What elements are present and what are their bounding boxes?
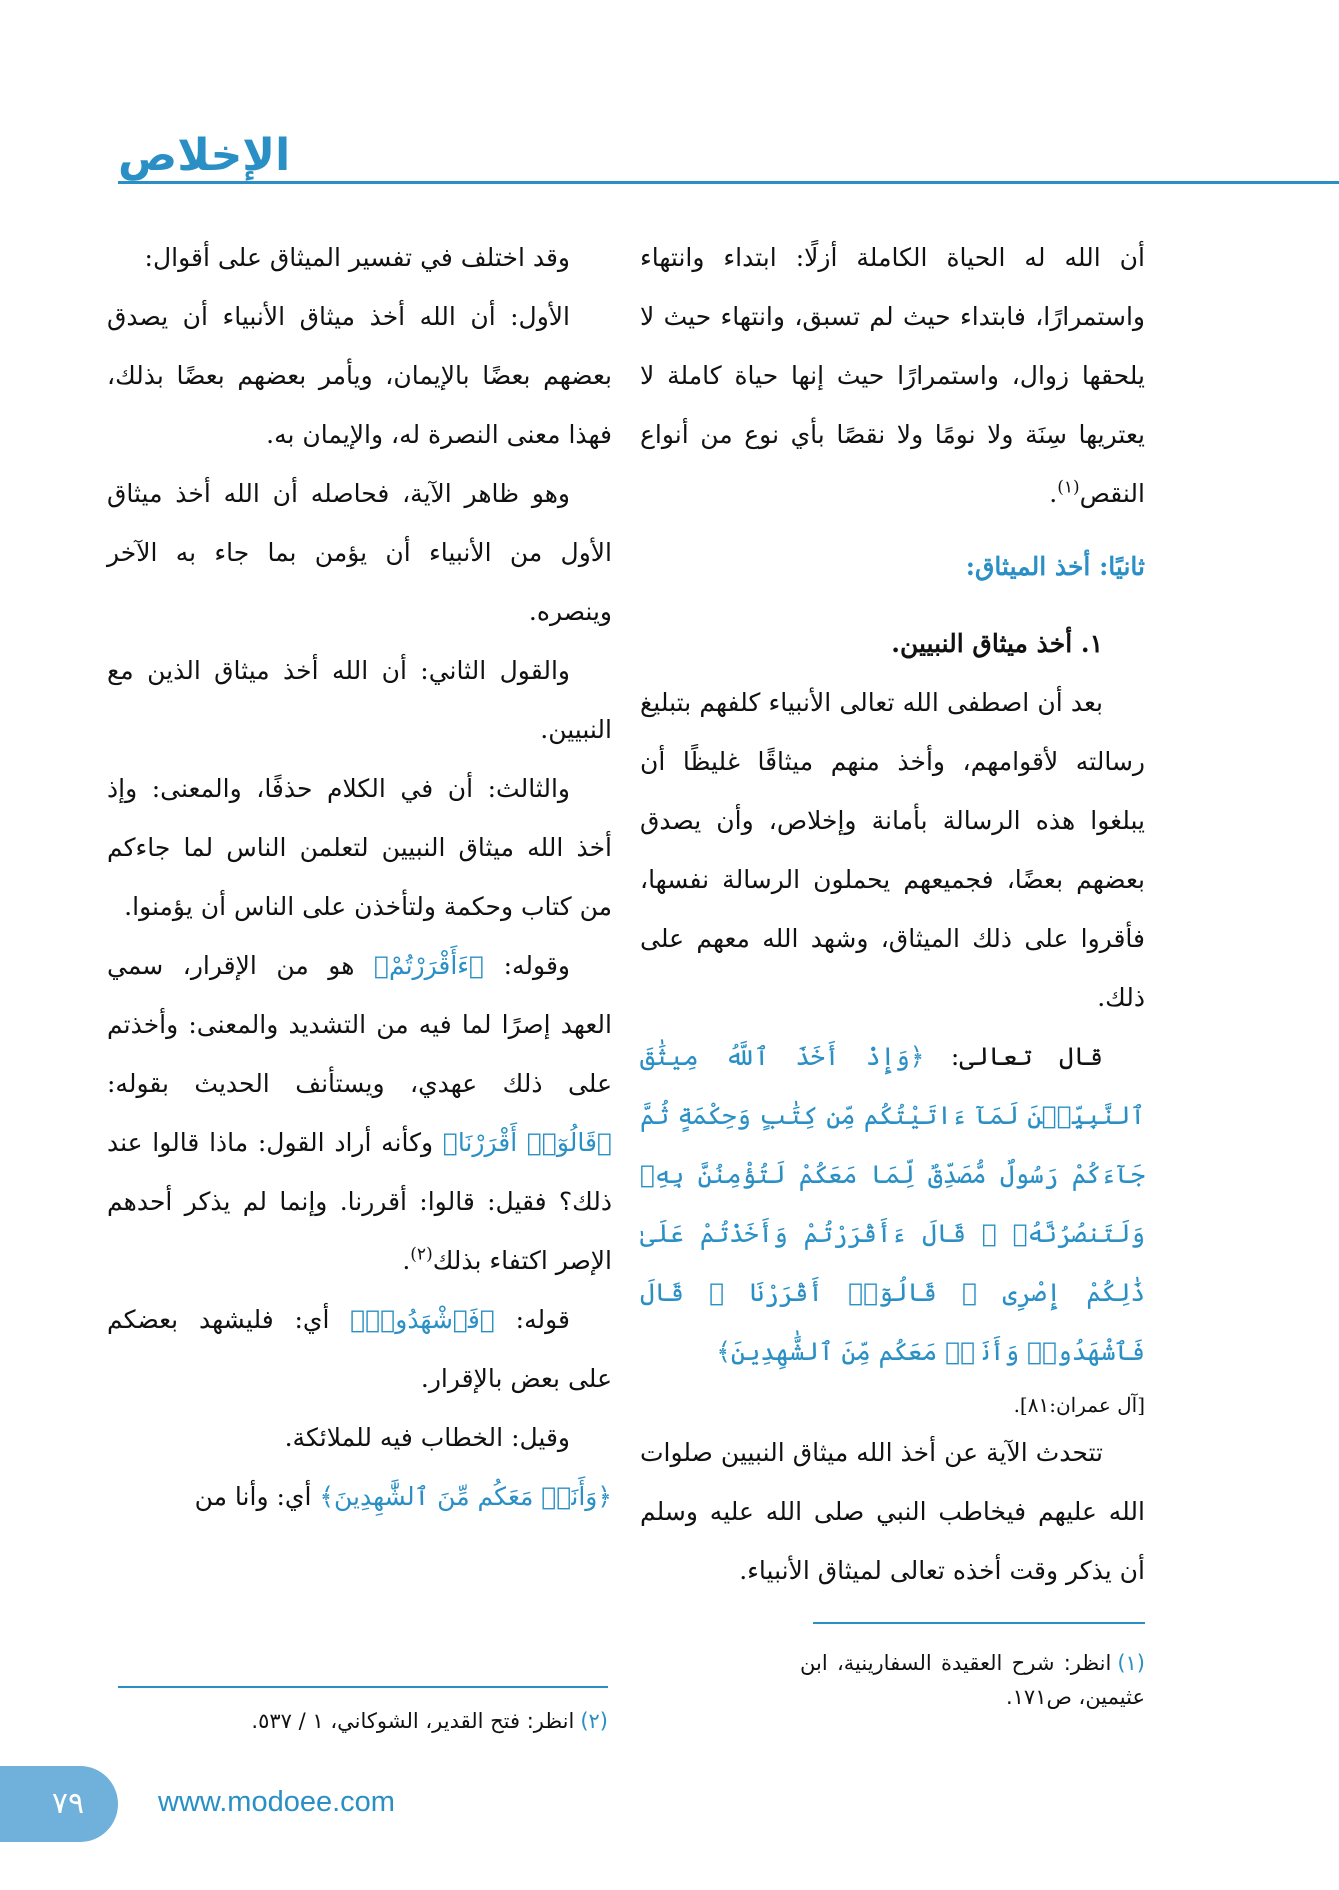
footnote-1-text: انظر: شرح العقيدة السفارينية، ابن عثيمين، ص١٧١. [800,1651,1145,1709]
website-link[interactable]: www.modoee.com [158,1786,395,1818]
left-para-7 [107,1290,612,1408]
right-para-1-end: . [1049,479,1058,508]
left-para-2: الأول: أن الله أخذ ميثاق الأنبياء أن يصدق بعضهم بعضًا بالإيمان، ويأمر بعضهم بعضًا بذلك، فهذا معنى النصرة له، والإيمان به. [107,302,612,449]
page-number: ٧٩ [51,1786,85,1821]
footnote-1-number: (١) [1117,1651,1145,1675]
right-para-3 [640,1027,1145,1381]
left-para-7-b: أي: فليشهد بعضكم على بعض بالإقرار. [107,1305,612,1393]
footnote-divider-left [118,1686,608,1688]
quran-phrase-ana-maakum: ﴿وَأَنَا۠ مَعَكُم مِّنَ ٱلشَّٰهِدِينَ﴾ [319,1482,612,1511]
left-para-9-b: أي: وأنا من [194,1482,320,1511]
left-para-6-a: وقوله: [484,951,570,980]
left-para-6 [107,936,612,1290]
quran-phrase-aqrartum: ﴿ءَأَقْرَرْتُمْ﴾ [373,951,485,980]
right-para-1-text: أن الله له الحياة الكاملة أزلًا: ابتداء وانتهاء واستمرارًا، فابتداء حيث لم تسبق، وانتهاء حيث لا يلحقها زوال، واستمرارًا حيث إنها حياة كاملة لا يعتريها سِنَة ولا نومًا ولا نقصًا بأي نوع من أنواع النقص [640,243,1145,508]
left-para-8: وقيل: الخطاب فيه للملائكة. [284,1423,570,1452]
left-para-6-c: وكأنه أراد القول: ماذا قالوا عند ذلك؟ فقيل: قالوا: أقررنا. وإنما لم يذكر أحدهم الإصر اكتفاء بذلك [107,1128,612,1275]
left-column [107,228,612,1526]
section-heading: ثانيًا: أخذ الميثاق: [965,552,1145,581]
left-para-6-b: هو من الإقرار، سمي العهد إصرًا لما فيه من التشديد والمعنى: وأخذتم على ذلك عهدي، ويستأنف الحديث بقوله: [107,951,612,1098]
footnote-2-text: انظر: فتح القدير، الشوكاني، ١ / ٥٣٧. [251,1709,575,1733]
footnote-ref-2[interactable]: (٢) [410,1244,433,1265]
left-para-3: وهو ظاهر الآية، فحاصله أن الله أخذ ميثاق الأول من الأنبياء أن يؤمن بما جاء به الآخر وينصره. [107,479,612,626]
quran-phrase-qalu-aqrarna: ﴿قَالُوٓا۟ أَقْرَرْنَا﴾ [442,1128,612,1157]
quran-verse: ﴿وَإِذْ أَخَذَ ٱللَّهُ مِيثَٰقَ ٱلنَّبِيِّـۧنَ لَمَآ ءَاتَيْتُكُم مِّن كِتَٰبٍ وَحِكْمَةٍ ثُمَّ جَآءَكُمْ رَسُولٌ مُّصَدِّقٌ لِّمَا مَعَكُمْ لَتُؤْمِنُنَّ بِهِۦ وَلَتَنصُرُنَّهُۥ ۚ قَالَ ءَأَقْرَرْتُمْ وَأَخَذْتُمْ عَلَىٰ ذَٰلِكُمْ إِصْرِى ۖ قَالُوٓا۟ أَقْرَرْنَا ۚ قَالَ فَٱشْهَدُوا۟ وَأَنَا۠ مَعَكُم مِّنَ ٱلشَّٰهِدِينَ﴾ [640,1042,1145,1366]
right-para-2: بعد أن اصطفى الله تعالى الأنبياء كلفهم بتبليغ رسالته لأقوامهم، وأخذ منهم ميثاقًا غليظًا أن يبلغوا هذه الرسالة بأمانة وإخلاص، وأن يصدق بعضهم بعضًا، فجميعهم يحملون الرسالة نفسها، فأقروا على ذلك الميثاق، وشهد الله معهم على ذلك. [640,688,1145,1012]
footnote-ref-1[interactable]: (١) [1057,477,1080,498]
left-para-6-end: . [402,1246,411,1275]
left-para-9 [107,1467,612,1526]
footnote-1 [800,1646,1145,1714]
verse-reference: [آل عمران:٨١]. [1013,1393,1145,1417]
right-para-4: تتحدث الآية عن أخذ الله ميثاق النبيين صلوات الله عليهم فيخاطب النبي صلى الله عليه وسلم أن يذكر وقت أخذه تعالى لميثاق الأنبياء. [640,1438,1145,1585]
footnote-2 [118,1704,608,1738]
left-para-4: والقول الثاني: أن الله أخذ ميثاق الذين مع النبيين. [107,656,612,744]
page-header-title: الإخلاص [118,130,291,181]
left-para-5: والثالث: أن في الكلام حذفًا، والمعنى: وإذ أخذ الله ميثاق النبيين لتعلمن الناس لما جاءكم من كتاب وحكمة ولتأخذن على الناس أن يؤمنوا. [107,774,612,921]
right-column [640,228,1145,1600]
left-para-1: وقد اختلف في تفسير الميثاق على أقوال: [144,243,570,272]
list-item-1: ١. أخذ ميثاق النبيين. [891,629,1103,658]
footnote-divider-right [813,1622,1145,1624]
verse-intro: قال تعالى: [924,1042,1103,1071]
right-para-1 [640,228,1145,523]
footnote-2-number: (٢) [580,1709,608,1733]
left-para-7-a: قوله: [494,1305,570,1334]
quran-phrase-fashhadu: ﴿فَٱشْهَدُوا۟﴾ [350,1305,495,1334]
header-divider [118,181,1339,184]
